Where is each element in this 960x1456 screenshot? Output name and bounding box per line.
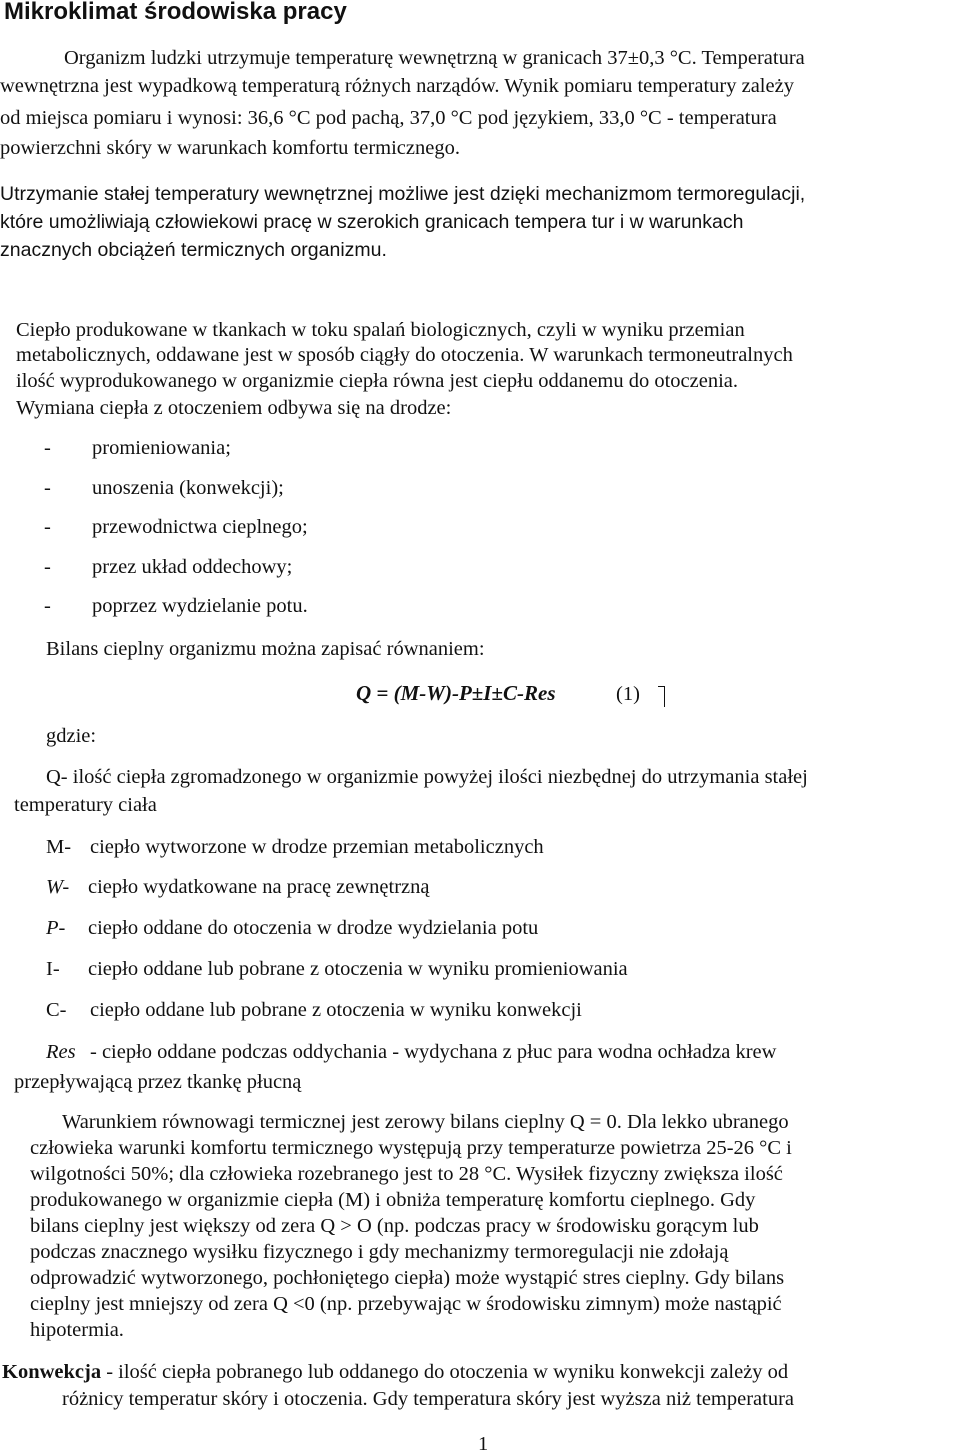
list-dash: - xyxy=(44,516,51,538)
text-line: Organizm ludzki utrzymuje temperaturę wewnętrzną w granicach 37±0,3 °C. Temperatura xyxy=(64,47,805,69)
text-line: Utrzymanie stałej temperatury wewnętrznej możliwe jest dzięki mechanizmom termoregulacji, xyxy=(0,183,806,205)
text-line: przepływającą przez tkankę płucną xyxy=(14,1071,302,1093)
list-item-text: poprzez wydzielanie potu. xyxy=(92,595,308,617)
text-line: metabolicznych, oddawane jest w sposób ciągły do otoczenia. W warunkach termoneutralnych xyxy=(16,344,793,366)
definition-text: ciepło oddane lub pobrane z otoczenia w wyniku konwekcji xyxy=(90,999,582,1021)
definition-text: - ciepło oddane podczas oddychania - wydychana z płuc para wodna ochładza krew xyxy=(90,1041,777,1063)
gdzie-label: gdzie: xyxy=(46,725,97,747)
definition-symbol: Res xyxy=(46,1041,76,1063)
text-line: Ciepło produkowane w tkankach w toku spalań biologicznych, czyli w wyniku przemian xyxy=(16,319,745,341)
text-line: wewnętrzna jest wypadkową temperaturą różnych narządów. Wynik pomiaru temperatury zależy xyxy=(0,75,794,97)
text-line: wilgotności 50%; dla człowieka rozebranego jest to 28 °C. Wysiłek fizyczny zwiększa ilość xyxy=(30,1163,783,1185)
text-line: odprowadzić wytworzonego, pochłoniętego ciepła) może wystąpić stres cieplny. Gdy bilans xyxy=(30,1267,785,1289)
list-item-text: promieniowania; xyxy=(92,437,231,459)
definition-text: ciepło wytworzone w drodze przemian metabolicznych xyxy=(90,836,544,858)
text-line: ilość wyprodukowanego w organizmie ciepła równa jest ciepłu oddanemu do otoczenia. xyxy=(16,370,739,392)
definition-symbol: W- xyxy=(46,876,70,898)
text-line: cieplny jest mniejszy od zera Q <0 (np. przebywając w środowisku zimnym) może nastąpić xyxy=(30,1293,782,1315)
text-line: temperatury ciała xyxy=(14,794,157,816)
list-dash: - xyxy=(44,556,51,578)
list-dash: - xyxy=(44,595,51,617)
text-line: różnicy temperatur skóry i otoczenia. Gdy temperatura skóry jest wyższa niż temperatura xyxy=(62,1388,795,1410)
definition-text: ciepło oddane do otoczenia w drodze wydzielania potu xyxy=(88,917,539,939)
text-line: Q- ilość ciepła zgromadzonego w organizmie powyżej ilości niezbędnej do utrzymania stałej xyxy=(46,766,808,788)
definition-symbol: P- xyxy=(46,917,66,939)
text-line: Warunkiem równowagi termicznej jest zerowy bilans cieplny Q = 0. Dla lekko ubranego xyxy=(62,1111,789,1133)
list-item-text: unoszenia (konwekcji); xyxy=(92,477,284,499)
list-dash: - xyxy=(44,437,51,459)
text-line: człowieka warunki komfortu termicznego występują przy temperaturze powietrza 25-26 °C i xyxy=(30,1137,792,1159)
text-line: powierzchni skóry w warunkach komfortu termicznego. xyxy=(0,137,460,159)
list-item-text: przez układ oddechowy; xyxy=(92,556,293,578)
list-item-text: przewodnictwa cieplnego; xyxy=(92,516,308,538)
definition-text: ciepło wydatkowane na pracę zewnętrzną xyxy=(88,876,430,898)
term-konwekcja: Konwekcja xyxy=(2,1361,102,1383)
definition-symbol: M- xyxy=(46,836,72,858)
definition-symbol: C- xyxy=(46,999,67,1021)
term-definition: - ilość ciepła pobranego lub oddanego do otoczenia w wyniku konwekcji zależy od xyxy=(101,1361,789,1383)
text-line: bilans cieplny jest większy od zera Q > O (np. podczas pracy w środowisku gorącym lub xyxy=(30,1215,759,1237)
bilans-intro: Bilans cieplny organizmu można zapisać równaniem: xyxy=(46,638,485,660)
definition-symbol: I- xyxy=(46,958,60,980)
text-line: od miejsca pomiaru i wynosi: 36,6 °C pod pachą, 37,0 °C pod językiem, 33,0 °C - temperatura xyxy=(0,107,777,129)
text-line: które umożliwiają człowiekowi pracę w szerokich granicach tempera tur i w warunkach xyxy=(0,211,744,233)
text-line: hipotermia. xyxy=(30,1319,124,1341)
equation-bracket-mark xyxy=(658,686,665,707)
page-number: 1 xyxy=(478,1433,489,1455)
definition-text: ciepło oddane lub pobrane z otoczenia w wyniku promieniowania xyxy=(88,958,628,980)
text-line xyxy=(2,1360,788,1384)
text-line: produkowanego w organizmie ciepła (M) i obniża temperaturę komfortu cieplnego. Gdy xyxy=(30,1189,756,1211)
text-line: znacznych obciążeń termicznych organizmu. xyxy=(0,239,387,261)
list-dash: - xyxy=(44,477,51,499)
page-title: Mikroklimat środowiska pracy xyxy=(4,0,347,25)
equation: Q = (M-W)-P±I±C-Res xyxy=(356,681,556,705)
text-line: podczas znacznego wysiłku fizycznego i gdy mechanizmy termoregulacji nie zdołają xyxy=(30,1241,729,1263)
text-line: Wymiana ciepła z otoczeniem odbywa się na drodze: xyxy=(16,397,452,419)
equation-number: (1) xyxy=(616,683,640,705)
